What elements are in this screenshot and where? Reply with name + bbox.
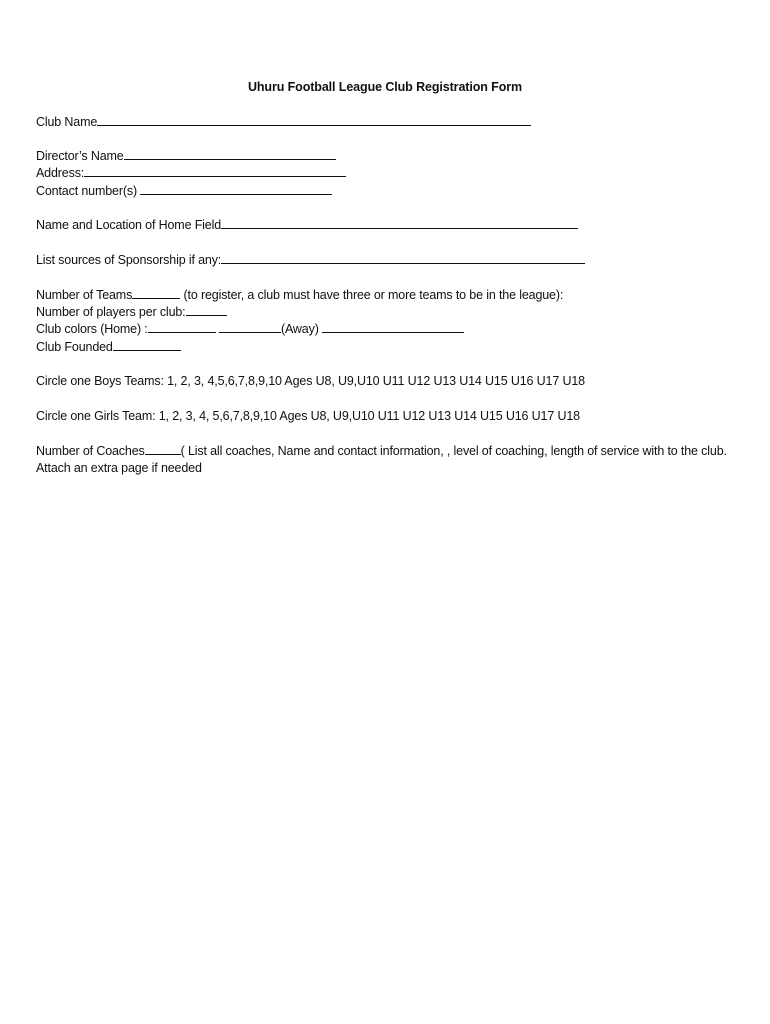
directors-name-label: Director’s Name [36, 149, 124, 163]
number-of-teams-label: Number of Teams [36, 288, 133, 302]
directors-name-row [36, 147, 336, 165]
sponsorship-field[interactable] [221, 251, 585, 264]
club-name-field[interactable] [97, 113, 531, 126]
number-of-teams-row [36, 286, 563, 304]
sponsorship-row [36, 251, 585, 269]
number-of-teams-field[interactable] [132, 286, 180, 299]
number-of-coaches-label: Number of Coaches [36, 444, 145, 458]
boys-teams-text[interactable]: Circle one Boys Teams: 1, 2, 3, 4,5,6,7,8,9,10 Ages U8, U9,U10 U11 U12 U13 U14 U15 U16 U17 U18 [36, 374, 585, 388]
sponsorship-label: List sources of Sponsorship if any: [36, 253, 222, 267]
number-of-coaches-field[interactable] [145, 442, 181, 455]
teams-note: (to register, a club must have three or more teams to be in the league): [183, 288, 564, 302]
club-founded-row [36, 338, 181, 356]
address-label: Address: [36, 166, 85, 180]
boys-teams-row [36, 373, 585, 390]
club-colors-label: Club colors (Home) : [36, 322, 148, 336]
home-color-field-2[interactable] [219, 320, 281, 333]
away-label: (Away) [280, 322, 319, 336]
club-name-row [36, 113, 531, 131]
coaches-note: ( List all coaches, Name and contact information, , level of coaching, length of service with to the club. Attach an extra page if needed [36, 444, 727, 475]
directors-name-field[interactable] [124, 147, 336, 160]
club-founded-label: Club Founded [36, 340, 113, 354]
contact-numbers-label: Contact number(s) [36, 184, 137, 198]
contact-numbers-row [36, 182, 332, 200]
home-color-field-1[interactable] [148, 320, 216, 333]
page-title: Uhuru Football League Club Registration Form [247, 80, 523, 94]
home-field-label: Name and Location of Home Field [36, 218, 222, 232]
address-row [36, 164, 346, 182]
coaches-row [36, 442, 746, 477]
address-field[interactable] [84, 164, 346, 177]
club-colors-row [36, 320, 464, 338]
players-per-club-row [36, 303, 227, 321]
club-name-label: Club Name [36, 115, 98, 129]
away-color-field[interactable] [322, 320, 464, 333]
girls-teams-row [36, 408, 580, 425]
club-founded-field[interactable] [113, 338, 181, 351]
players-per-club-label: Number of players per club: [36, 305, 186, 319]
home-field-field[interactable] [221, 216, 578, 229]
contact-numbers-field[interactable] [140, 182, 332, 195]
home-field-row [36, 216, 578, 234]
players-per-club-field[interactable] [186, 303, 227, 316]
girls-teams-text[interactable]: Circle one Girls Team: 1, 2, 3, 4, 5,6,7,8,9,10 Ages U8, U9,U10 U11 U12 U13 U14 U15 U16 U17 U18 [36, 409, 580, 423]
